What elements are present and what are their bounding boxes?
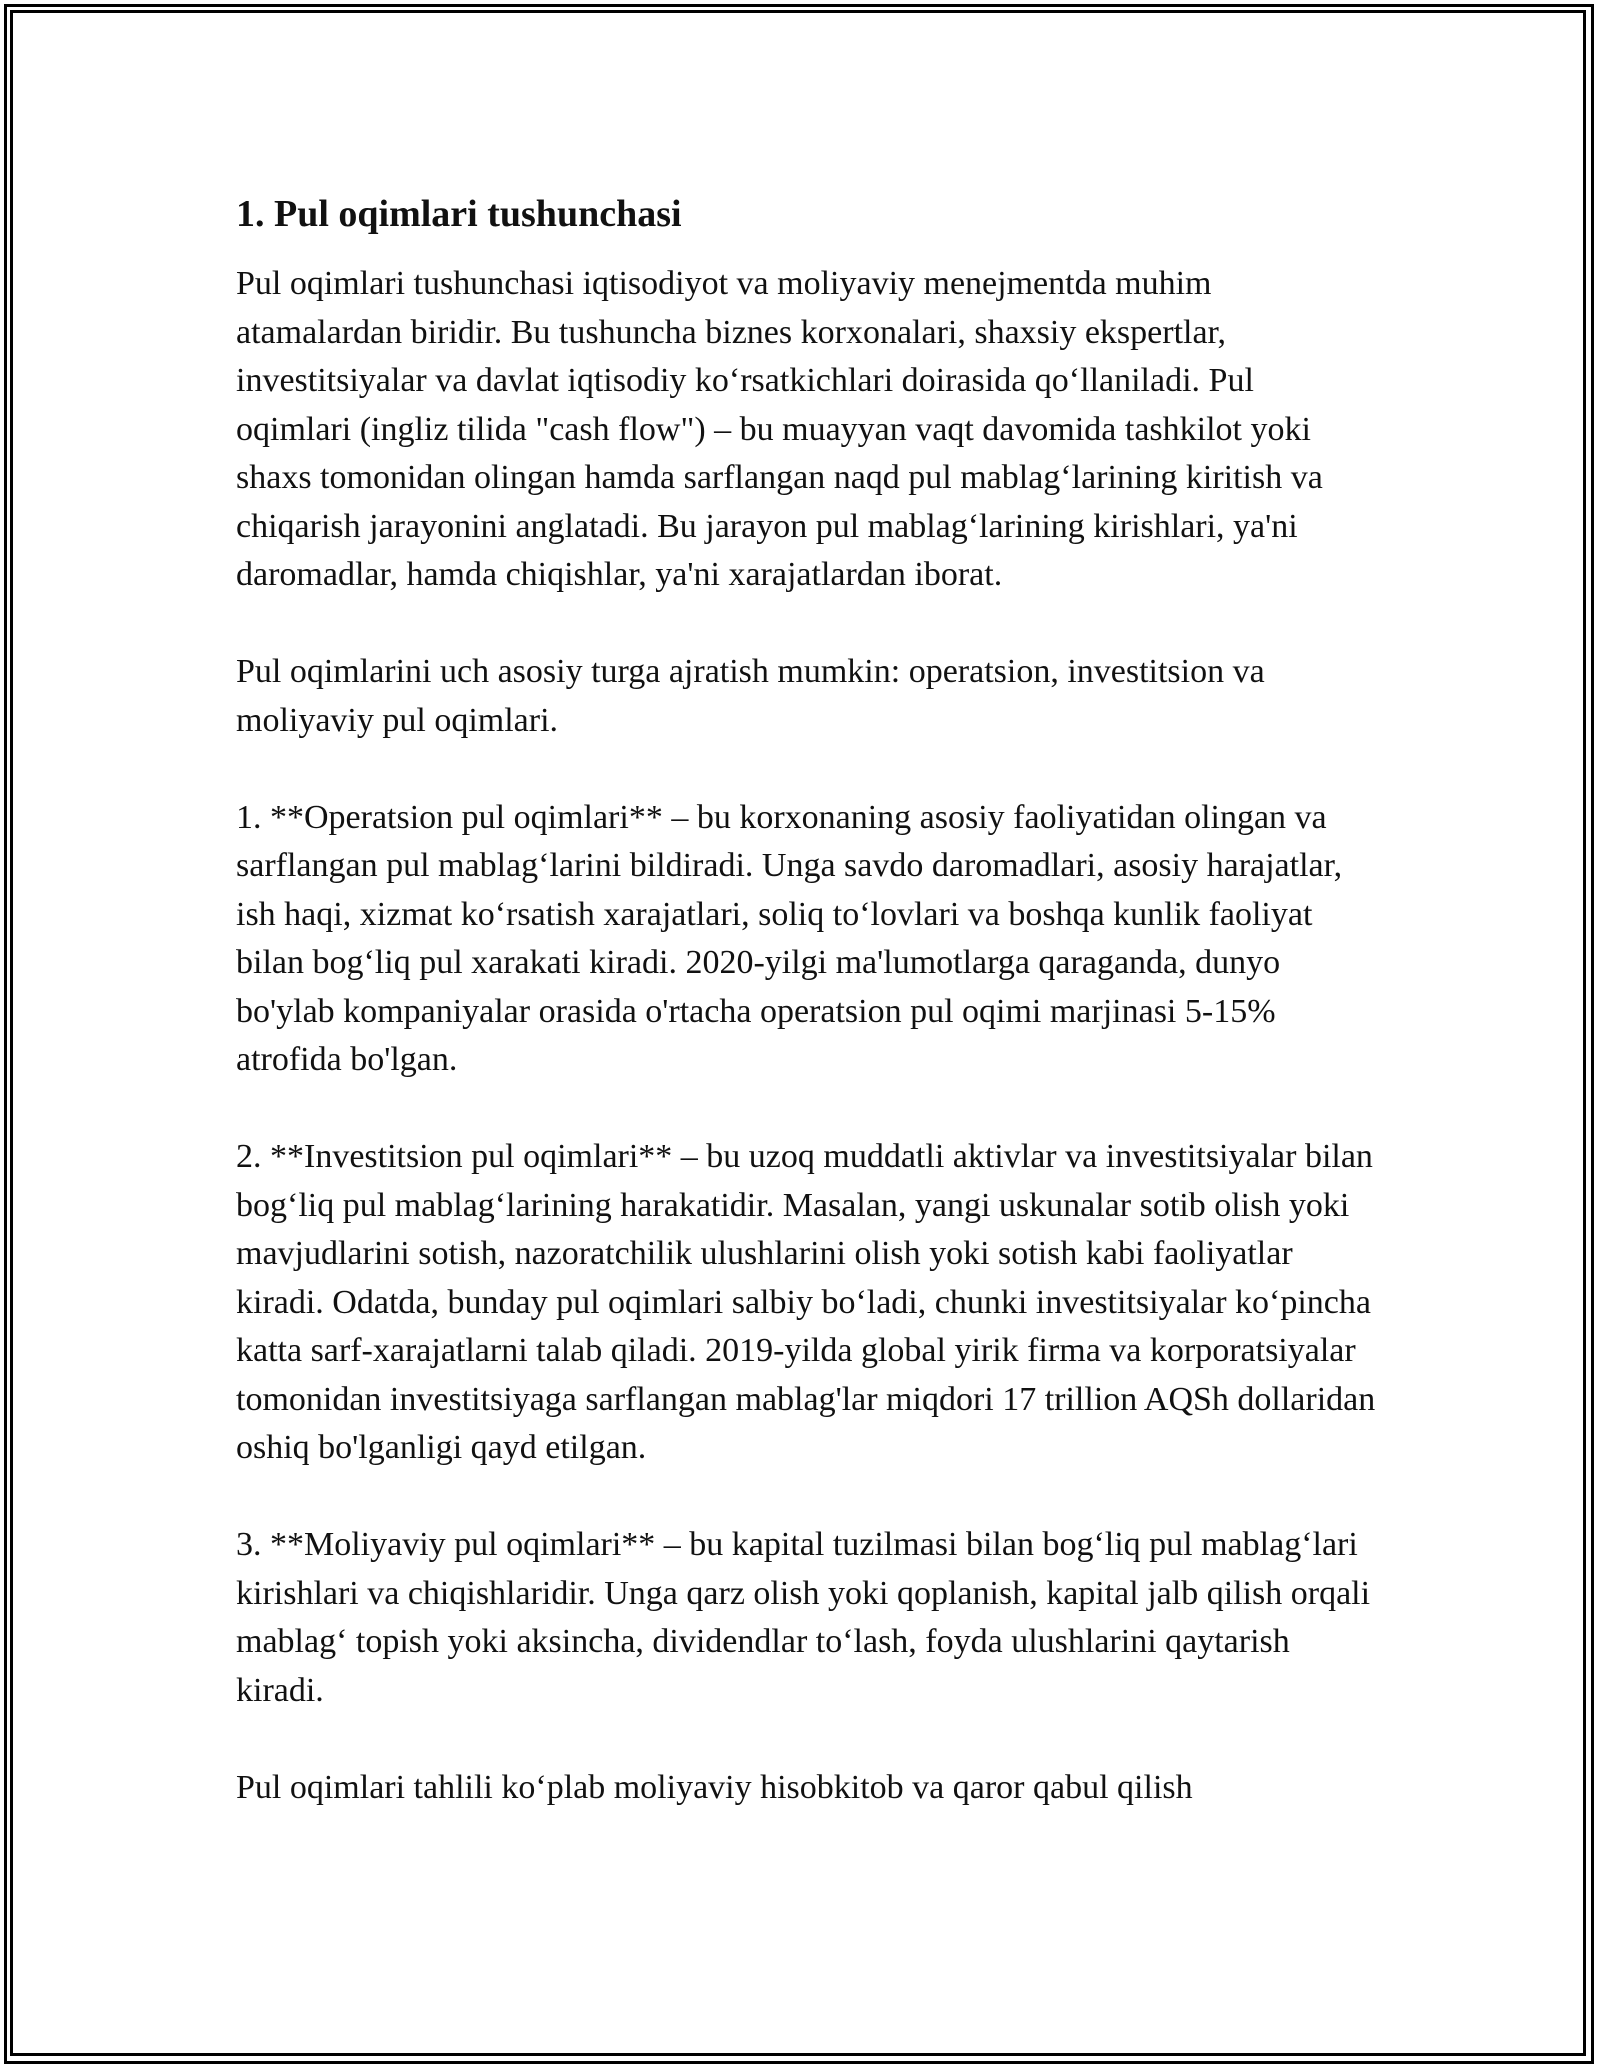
section-heading: 1. Pul oqimlari tushunchasi	[236, 193, 682, 235]
paragraph-operating-cash-flow: 1. **Operatsion pul oqimlari** – bu korxonaning asosiy faoliyatidan olingan va sarflangan pul mablag‘larini bildiradi. Unga savdo daromadlari, asosiy harajatlar, ish haqi, xizmat ko‘rsatish xarajatlari, soliq to‘lovlari va boshqa kunlik faoliyat bilan bog‘liq pul xarakati kiradi. 2020-yilgi ma'lumotlarga qaraganda, dunyo bo'ylab kompaniyalar orasida o'rtacha operatsion pul oqimi marjinasi 5-15% atrofida bo'lgan.	[236, 798, 1343, 1078]
paragraph-types-overview: Pul oqimlarini uch asosiy turga ajratish mumkin: operatsion, investitsion va moliyaviy pul oqimlari.	[236, 653, 1265, 739]
document-body	[236, 190, 1376, 1861]
paragraph-analysis: Pul oqimlari tahlili ko‘plab moliyaviy hisobkitob va qaror qabul qilish	[236, 1768, 1193, 1806]
paragraph-intro: Pul oqimlari tushunchasi iqtisodiyot va moliyaviy menejmentda muhim atamalardan biridir. Bu tushuncha biznes korxonalari, shaxsiy ekspertlar, investitsiyalar va davlat iqtisodiy ko‘rsatkichlari doirasida qo‘llaniladi. Pul oqimlari (ingliz tilida "cash flow") – bu muayyan vaqt davomida tashkilot yoki shaxs tomonidan olingan hamda sarflangan naqd pul mablag‘larining kiritish va chiqarish jarayonini anglatadi. Bu jarayon pul mablag‘larining kirishlari, ya'ni daromadlar, hamda chiqishlar, ya'ni xarajatlardan iborat.	[236, 265, 1323, 593]
paragraph-financing-cash-flow: 3. **Moliyaviy pul oqimlari** – bu kapital tuzilmasi bilan bog‘liq pul mablag‘lari kirishlari va chiqishlaridir. Unga qarz olish yoki qoplanish, kapital jalb qilish orqali mablag‘ topish yoki aksincha, dividendlar to‘lash, foyda ulushlarini qaytarish kiradi.	[236, 1526, 1371, 1709]
paragraph-investing-cash-flow: 2. **Investitsion pul oqimlari** – bu uzoq muddatli aktivlar va investitsiyalar bilan bog‘liq pul mablag‘larining harakatidir. Masalan, yangi uskunalar sotib olish yoki mavjudlarini sotish, nazoratchilik ulushlarini olish yoki sotish kabi faoliyatlar kiradi. Odatda, bunday pul oqimlari salbiy bo‘ladi, chunki investitsiyalar ko‘pincha katta sarf-xarajatlarni talab qiladi. 2019-yilda global yirik firma va korporatsiyalar tomonidan investitsiyaga sarflangan mablag'lar miqdori 17 trillion AQSh dollaridan oshiq bo'lganligi qayd etilgan.	[236, 1138, 1376, 1466]
